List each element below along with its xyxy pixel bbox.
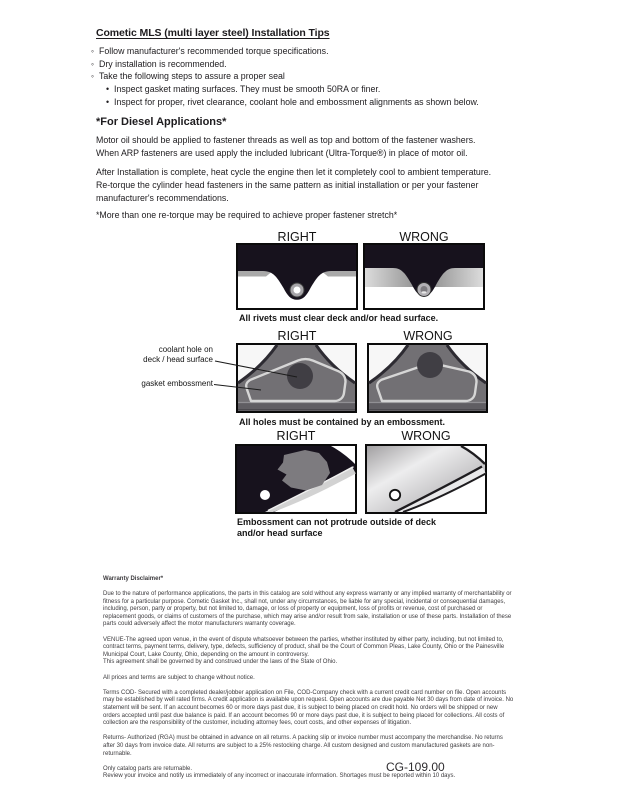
rivets-caption: All rivets must clear deck and/or head surface. (239, 313, 439, 323)
page-title: Cometic MLS (multi layer steel) Installation Tips (96, 27, 330, 39)
diagram-row-rivets (236, 230, 486, 326)
governing-law-clause: This agreement shall be governed by and construed under the laws of the State of Ohio. (103, 659, 338, 666)
tip-text: Take the following steps to assure a proper seal (99, 71, 285, 82)
right-label: RIGHT (276, 429, 316, 443)
tip-sub-bullet (106, 96, 561, 109)
tip-text: Inspect gasket mating surfaces. They must be smooth 50RA or finer. (114, 84, 381, 95)
holes-wrong-figure (367, 343, 488, 413)
holes-right-figure (236, 343, 357, 413)
warranty-section (103, 576, 516, 781)
holes-caption: All holes must be contained by an embossment. (238, 417, 446, 427)
rivet-right-figure (236, 243, 358, 310)
retorque-note: *More than one re-torque may be required to achieve proper fastener stretch* (96, 210, 398, 220)
tip-bullet (91, 70, 561, 83)
right-label: RIGHT (277, 329, 317, 343)
diesel-paragraph-1: Motor oil should be applied to fastener threads as well as top and bottom of the fastener washers. When ARP fasteners are used apply the included lubricant (Ultra-Torque®) in place of motor oil. (96, 135, 476, 158)
tips-list (91, 45, 561, 109)
tip-bullet (91, 45, 561, 58)
bullet-icon: • (106, 84, 110, 95)
tip-text: Follow manufacturer's recommended torque specifications. (99, 46, 329, 56)
tip-text: Inspect for proper, rivet clearance, coolant hole and embossment alignments as shown below. (114, 96, 479, 107)
terms-clause: Terms COD- Secured with a completed dealer/jobber application on File, COD-Company check with a current credit card number on file. Open accounts may be established by well rated firms. A credit application is available upon request. Open accounts are due payable Net 30 days from date of invoice. No statement will be sent. If an account becomes 60 or more days past due, it is subject to being placed on credit hold. No orders will be shipped or new orders accepted until past due balance is paid. If an account becomes 90 or more days past due, it is subject to being placed for collections. All costs of collection are the responsibility of the customer, including attorney fees, court costs, and other expenses of litigation. (103, 689, 514, 727)
tip-text: Dry installation is recommended. (99, 58, 227, 69)
bullet-icon: ◦ (91, 58, 95, 69)
venue-clause: VENUE-The agreed upon venue, in the event of dispute whatsoever between the parties, whether instituted by either party, including, but not limited to, contract terms, payment terms, delivery, type, defects, sufficiency of product, shall be the Court of Common Pleas, Lake County, Ohio or the Painesville Municipal Court, Lake County, Ohio, depending on the amount in controversy. (103, 636, 505, 658)
warranty-heading: Warranty Disclaimer* (103, 576, 164, 582)
prices-clause: All prices and terms are subject to change without notice. (103, 674, 255, 681)
coolant-hole-label: coolant hole on deck / head surface (143, 345, 213, 364)
document-code: CG-109.00 (386, 760, 445, 774)
catalog-parts-note: Only catalog parts are returnable. (103, 765, 193, 772)
tip-sub-bullet (106, 83, 561, 96)
right-label: RIGHT (277, 230, 317, 244)
warranty-disclaimer-text: Due to the nature of performance applications, the parts in this catalog are sold without any express warranty or any implied warranty of merchantability or fitness for a particular purpose. Cometic Gasket Inc., shall not, under any circumstances, be liable for any special, incidental or consequential damages, including, person, party or property, but not limited to, damage, or loss of property or equipment, loss of profits or revenue, cost of purchased or replacement goods, or claims of customers of the purchase, which may arise and/or result from sale, installation or use of these parts. Installation of these parts could adversely affect the motor manufacturers warranty coverage. (103, 591, 512, 628)
bullet-icon: ◦ (91, 46, 95, 56)
wrong-label: WRONG (403, 329, 453, 343)
bullet-icon: • (106, 96, 110, 107)
review-invoice-note: Review your invoice and notify us immediately of any incorrect or inaccurate information. Shortages must be reported within 10 days. (103, 773, 456, 780)
embossment-wrong-figure (365, 444, 487, 514)
diagram-row-embossment (235, 429, 487, 541)
embossment-caption: Embossment can not protrude outside of deck and/or head surface (237, 517, 437, 538)
rivet-wrong-figure (363, 243, 485, 310)
tip-bullet (91, 58, 561, 71)
returns-clause: Returns- Authorized (RGA) must be obtained in advance on all returns. A packing slip or invoice number must accompany the merchandise. No returns after 30 days from invoice date. All returns are subject to a 25% restocking charge. All custom designed and custom manufactured gaskets are non-returnable. (103, 735, 503, 757)
diagram-row-holes (236, 329, 488, 429)
diesel-paragraph-2: After Installation is complete, heat cycle the engine then let it completely cool to ambient temperature. Re-torque the cylinder head fasteners in the same pattern as initial installation or per your fastener manufacturer's recommendations. (96, 167, 492, 203)
gasket-embossment-label: gasket embossment (141, 379, 213, 388)
wrong-label: WRONG (401, 429, 451, 443)
embossment-right-figure (235, 444, 357, 514)
bullet-icon: ◦ (91, 71, 95, 82)
diesel-section-heading: *For Diesel Applications* (96, 116, 227, 128)
wrong-label: WRONG (399, 230, 449, 244)
